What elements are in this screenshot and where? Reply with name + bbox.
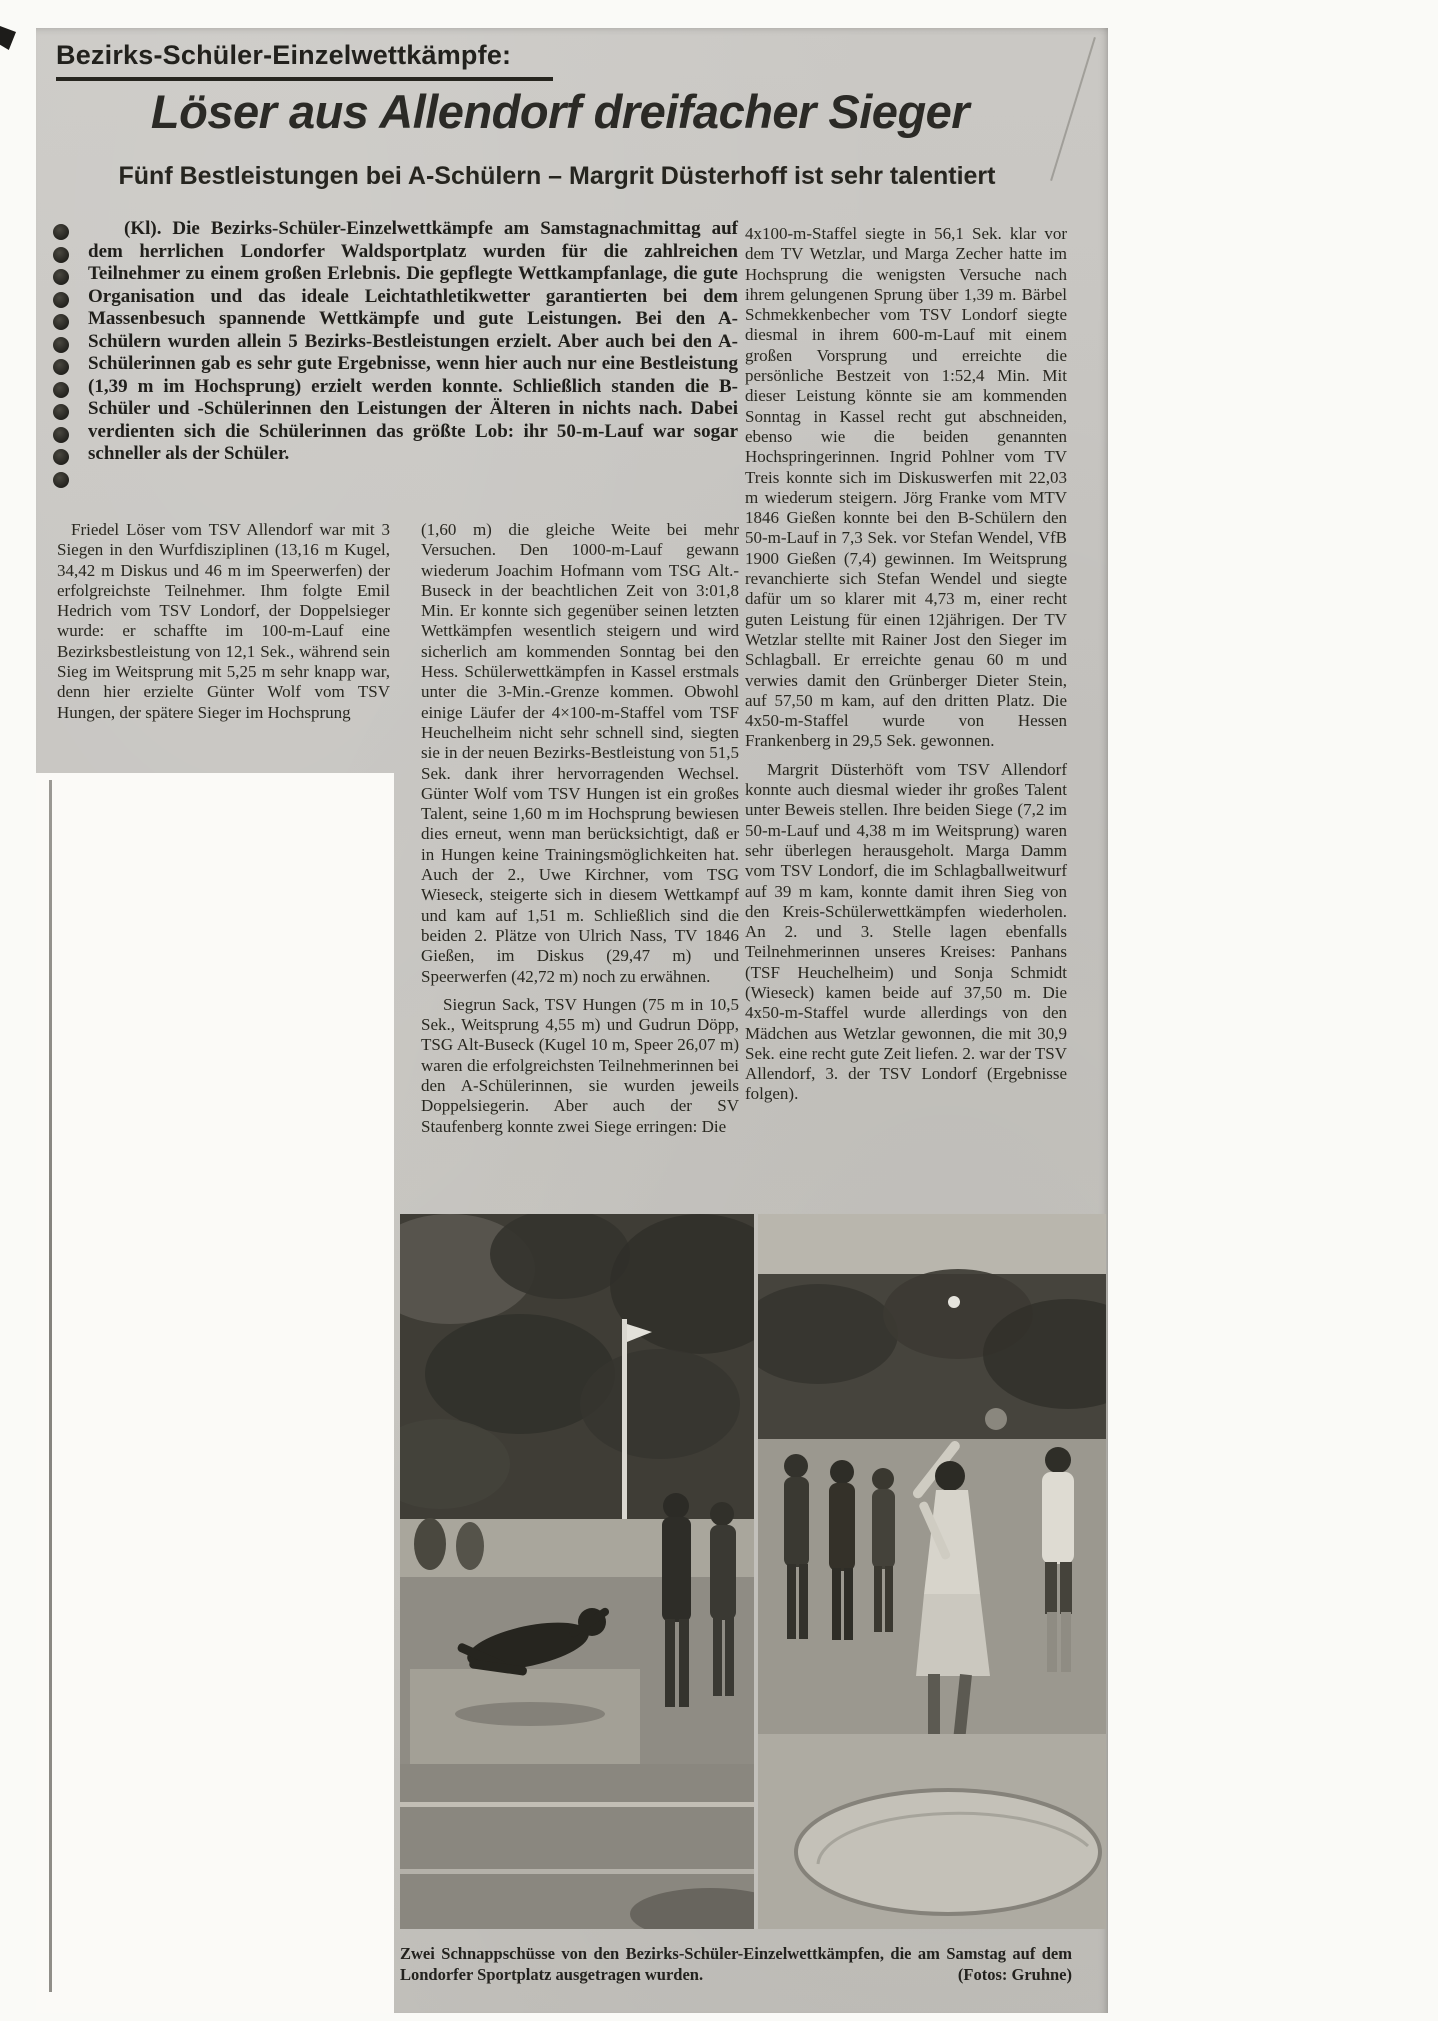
photo-block <box>400 1214 1106 1929</box>
column-rule-line <box>49 780 52 1992</box>
lead-bullet-dot-icon <box>53 359 69 375</box>
long-jump-illustration <box>400 1214 754 1929</box>
scan-corner-artifact <box>0 26 16 50</box>
photo-shot-put <box>758 1214 1106 1929</box>
paragraph: Friedel Löser vom TSV Allendorf war mit 3 Siegen in den Wurfdisziplinen (13,16 m Kugel, 34,42 m Diskus und 46 m im Speerwerfen) der erfolgreichste Teilnehmer. Ihm folgte Emil Hedrich vom TSV Londorf, der Doppelsieger wurde: er schaffte im 100-m-Lauf eine Bezirksbestleistung von 12,1 Sek., während sein Sieg im Weitsprung mit 5,25 m sehr knapp war, denn hier erzielte Günter Wolf vom TSV Hungen, der spätere Sieger im Hochsprung <box>57 520 390 722</box>
main-headline: Löser aus Allendorf dreifacher Sieger <box>150 85 970 138</box>
lead-bullet-dot-icon <box>53 314 69 330</box>
shot-put-illustration <box>758 1214 1106 1929</box>
newspaper-clipping <box>36 28 1108 2013</box>
paragraph: Siegrun Sack, TSV Hungen (75 m in 10,5 Sek., Weitsprung 4,55 m) und Gudrun Döpp, TSG Alt-Buseck (Kugel 10 m, Speer 26,07 m) waren die erfolgreichsten Teilnehmerinnen bei den A-Schülerinnen, sie wurden jeweils Doppelsiegerin. Aber auch der SV Staufenberg konnte zwei Siege erringen: Die <box>421 994 739 1136</box>
lead-bullet-dot-icon <box>53 292 69 308</box>
lead-paragraph: (Kl). Die Bezirks-Schüler-Einzelwettkämpfe am Samstagnachmittag auf dem herrlichen Londorfer Waldsportplatz wurden für die zahlreichen Teilnehmer zu einem großen Erlebnis. Die gepflegte Wettkampfanlage, die gute Organisation und das ideale Leichtathletikwetter garantierten bei dem Massenbesuch spannende Wettkämpfe und gute Leistungen. Bei den A-Schülern wurden allein 5 Bezirks-Bestleistungen erzielt. Aber auch bei den A-Schülerinnen gab es sehr gute Ergebnisse, wenn hier auch nur eine Bestleistung (1,39 m im Hochsprung) erzielt werden konnte. Schließlich standen die B-Schüler und -Schülerinnen den Leistungen der Älteren in nichts nach. Dabei verdienten sich die Schülerinnen das größte Lob: ihr 50-m-Lauf war sogar schneller als der Schüler. <box>88 218 738 464</box>
body-column-2 <box>421 520 739 1145</box>
lead-bullet-column <box>53 224 71 494</box>
lead-bullet-dot-icon <box>53 449 69 465</box>
paper-cutout-white-area <box>36 773 394 2013</box>
photo-caption-text: Zwei Schnappschüsse von den Bezirks-Schüler-Einzelwettkämpfen, die am Samstag auf dem Londorfer Sportplatz ausgetragen wurden. <box>400 1944 1072 1984</box>
photo-long-jump <box>400 1214 754 1929</box>
body-column-3 <box>745 224 1067 1113</box>
sub-headline: Fünf Bestleistungen bei A-Schülern – Margrit Düsterhoff ist sehr talentiert <box>118 162 996 190</box>
lead-bullet-dot-icon <box>53 224 69 240</box>
lead-bullet-dot-icon <box>53 404 69 420</box>
body-column-1 <box>57 520 390 731</box>
paragraph: 4x100-m-Staffel siegte in 56,1 Sek. klar vor dem TV Wetzlar, und Marga Zecher hatte im Hochsprung die wenigsten Versuche nach ihrem gelungenen Sprung über 1,39 m. Bärbel Schmekkenbecher vom TSV Londorf siegte diesmal in ihrem 600-m-Lauf mit einem großen Vorsprung und erreichte die persönliche Bestzeit von 1:52,4 Min. Mit dieser Leistung könnte sie am kommenden Sonntag in Kassel recht gut abschneiden, ebenso wie die beiden genannten Hochspringerinnen. Ingrid Pohlner vom TV Treis konnte sich im Diskuswerfen mit 22,03 m wiederum steigern. Jörg Franke vom MTV 1846 Gießen konnte bei den B-Schülern den 50-m-Lauf in 7,3 Sek. vor Stefan Wendel, VfB 1900 Gießen (7,4) gewinnen. Im Weitsprung revanchierte sich Stefan Wendel und siegte dafür um so klarer mit 4,73 m, einer recht guten Leistung für einen 12jährigen. Der TV Wetzlar stellte mit Rainer Jost den Sieger im Schlagball. Er erreichte genau 60 m und verwies damit den Grünberger Dieter Stein, auf 57,50 m kam, auf den dritten Platz. Die 4x50-m-Staffel wurde von Hessen Frankenberg in 29,5 Sek. gewonnen. <box>745 224 1067 751</box>
lead-bullet-dot-icon <box>53 337 69 353</box>
lead-bullet-dot-icon <box>53 247 69 263</box>
lead-bullet-dot-icon <box>53 269 69 285</box>
paragraph: (1,60 m) die gleiche Weite bei mehr Versuchen. Den 1000-m-Lauf gewann wiederum Joachim Hofmann vom TSG Alt.-Buseck in der beachtlichen Zeit von 3:01,8 Min. Er konnte sich gegenüber seinen letzten Wettkämpfen wesentlich steigern und wird sicherlich am kommenden Sonntag bei den Hess. Schülerwettkämpfen in Kassel erstmals unter die 3-Min.-Grenze kommen. Obwohl einige Läufer der 4×100-m-Staffel vom TSF Heuchelheim nicht sehr schnell sind, siegten sie in der neuen Bezirks-Bestleistung von 51,5 Sek. dank ihrer hervorragenden Wechsel. Günter Wolf vom TSV Hungen ist ein großes Talent, seine 1,60 m im Hochsprung bewiesen dies erneut, wenn man berücksichtigt, daß er in Hungen keine Trainingsmöglichkeiten hat. Auch der 2., Uwe Kirchner, vom TSG Wieseck, steigerte sich in diesem Wettkampf und kam auf 1,51 m. Schließlich sind die beiden 2. Plätze von Ulrich Nass, TV 1846 Gießen, im Diskus (29,47 m) und Speerwerfen (42,72 m) noch zu erwähnen. <box>421 520 739 986</box>
lead-bullet-dot-icon <box>53 382 69 398</box>
lead-bullet-dot-icon <box>53 427 69 443</box>
photo-caption <box>400 1943 1072 1985</box>
kicker-headline: Bezirks-Schüler-Einzelwettkämpfe: <box>56 40 553 81</box>
photo-credit: (Fotos: Gruhne) <box>957 1965 1072 1984</box>
paragraph: Margrit Düsterhöft vom TSV Allendorf konnte auch diesmal wieder ihr großes Talent unter Beweis stellen. Ihre beiden Siege (7,2 im 50-m-Lauf und 4,38 m im Weitsprung) waren sehr überlegen herausgeholt. Marga Damm vom TSV Londorf, die im Schlagballweitwurf auf 39 m kam, konnte damit ihren Sieg von den Kreis-Schülerwettkämpfen wiederholen. An 2. und 3. Stelle lagen ebenfalls Teilnehmerinnen unseres Kreises: Panhans (TSF Heuchelheim) und Sonja Schmidt (Wieseck) kamen beide auf 37,50 m. Die 4x50-m-Staffel wurde allerdings von den Mädchen aus Wetzlar gewonnen, die mit 30,9 Sek. eine recht gute Zeit liefen. 2. war der TSV Allendorf, 3. der TSV Londorf (Ergebnisse folgen). <box>745 759 1067 1104</box>
lead-bullet-dot-icon <box>53 472 69 488</box>
